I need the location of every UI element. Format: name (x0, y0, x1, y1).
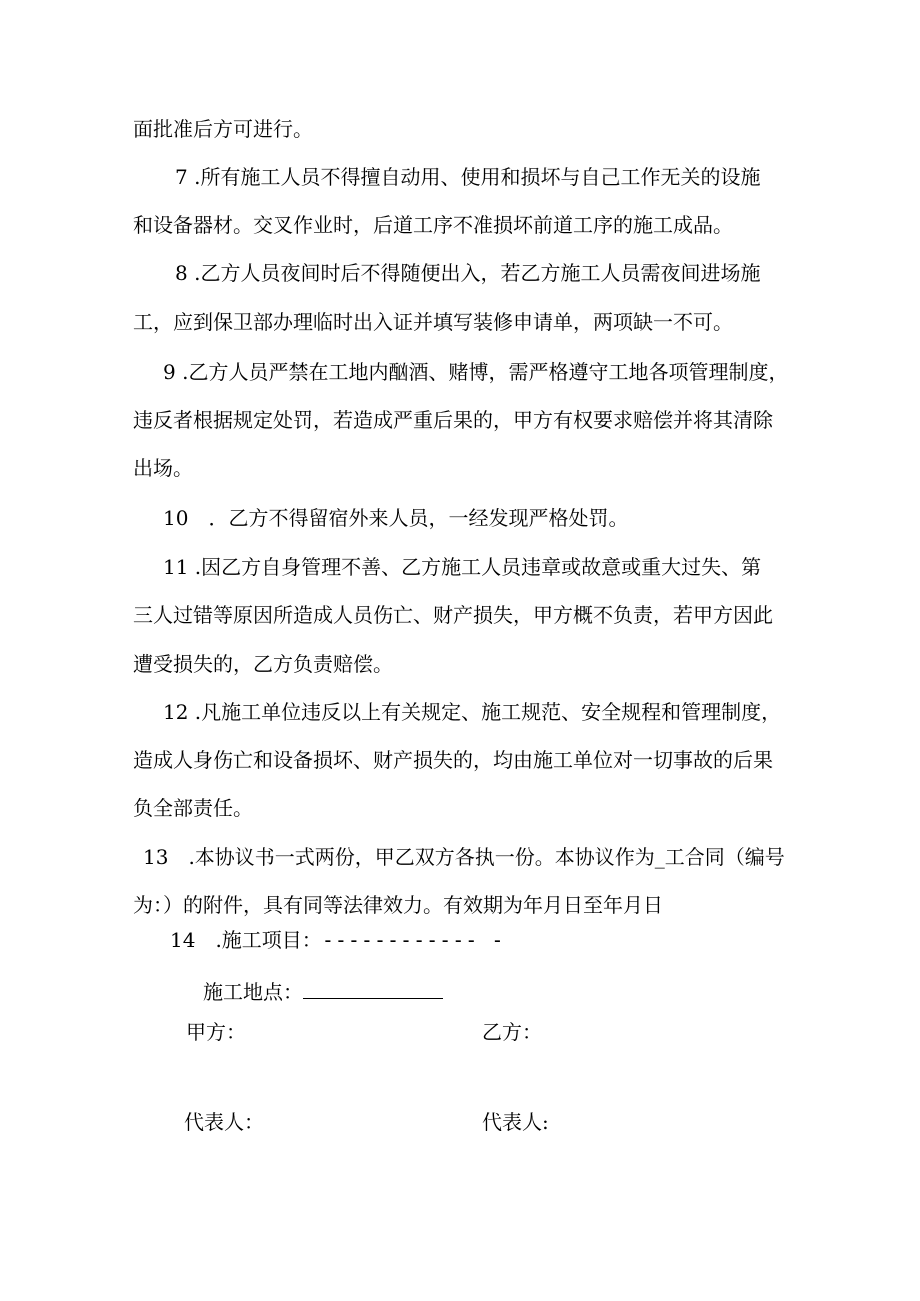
text-line: 出场。 (133, 456, 193, 480)
text-line: 为：）的附件，具有同等法律效力。有效期为年月日至年月日 (133, 893, 663, 917)
project-blank: ------------ - (321, 928, 505, 952)
text-line: 和设备器材。交叉作业时，后道工序不准损坏前道工序的施工成品。 (133, 213, 733, 237)
text-line: 13 .本协议书一式两份，甲乙双方各执一份。本协议作为_工合同（编号 (143, 845, 785, 869)
representative-a-label: 代表人： (184, 1110, 264, 1134)
location-row (203, 980, 443, 1004)
location-blank (303, 980, 443, 999)
text-line: 8 .乙方人员夜间时后不得随便出入，若乙方施工人员需夜间进场施 (175, 261, 761, 285)
text-line: 违反者根据规定处罚，若造成严重后果的，甲方有权要求赔偿并将其清除 (133, 408, 773, 432)
location-label: 施工地点： (203, 980, 303, 1004)
text-line: 12 .凡施工单位违反以上有关规定、施工规范、安全规程和管理制度， (163, 700, 782, 724)
text-line: 7 .所有施工人员不得擅自动用、使用和损坏与自己工作无关的设施 (175, 165, 761, 189)
text-line: 造成人身伤亡和设备损坏、财产损失的，均由施工单位对一切事故的后果 (133, 748, 773, 772)
party-b-label: 乙方： (482, 1020, 542, 1044)
text-line: 9 .乙方人员严禁在工地内酗酒、赌博，需严格遵守工地各项管理制度， (163, 360, 789, 384)
representative-b-label: 代表人: (482, 1110, 549, 1134)
project-row (170, 928, 504, 952)
text-line: 工，应到保卫部办理临时出入证并填写装修申请单，两项缺一不可。 (133, 310, 733, 334)
party-a-label: 甲方： (186, 1020, 246, 1044)
text-line: 11 .因乙方自身管理不善、乙方施工人员违章或故意或重大过失、第 (163, 555, 762, 579)
text-line: 三人过错等原因所造成人员伤亡、财产损失，甲方概不负责，若甲方因此 (133, 603, 773, 627)
text-line: 负全部责任。 (133, 796, 253, 820)
project-label: 14 .施工项目： (170, 928, 322, 952)
text-line: 10 ．乙方不得留宿外来人员，一经发现严格处罚。 (163, 506, 629, 530)
text-line: 遭受损失的，乙方负责赔偿。 (133, 652, 393, 676)
text-line: 面批准后方可进行。 (133, 117, 313, 141)
